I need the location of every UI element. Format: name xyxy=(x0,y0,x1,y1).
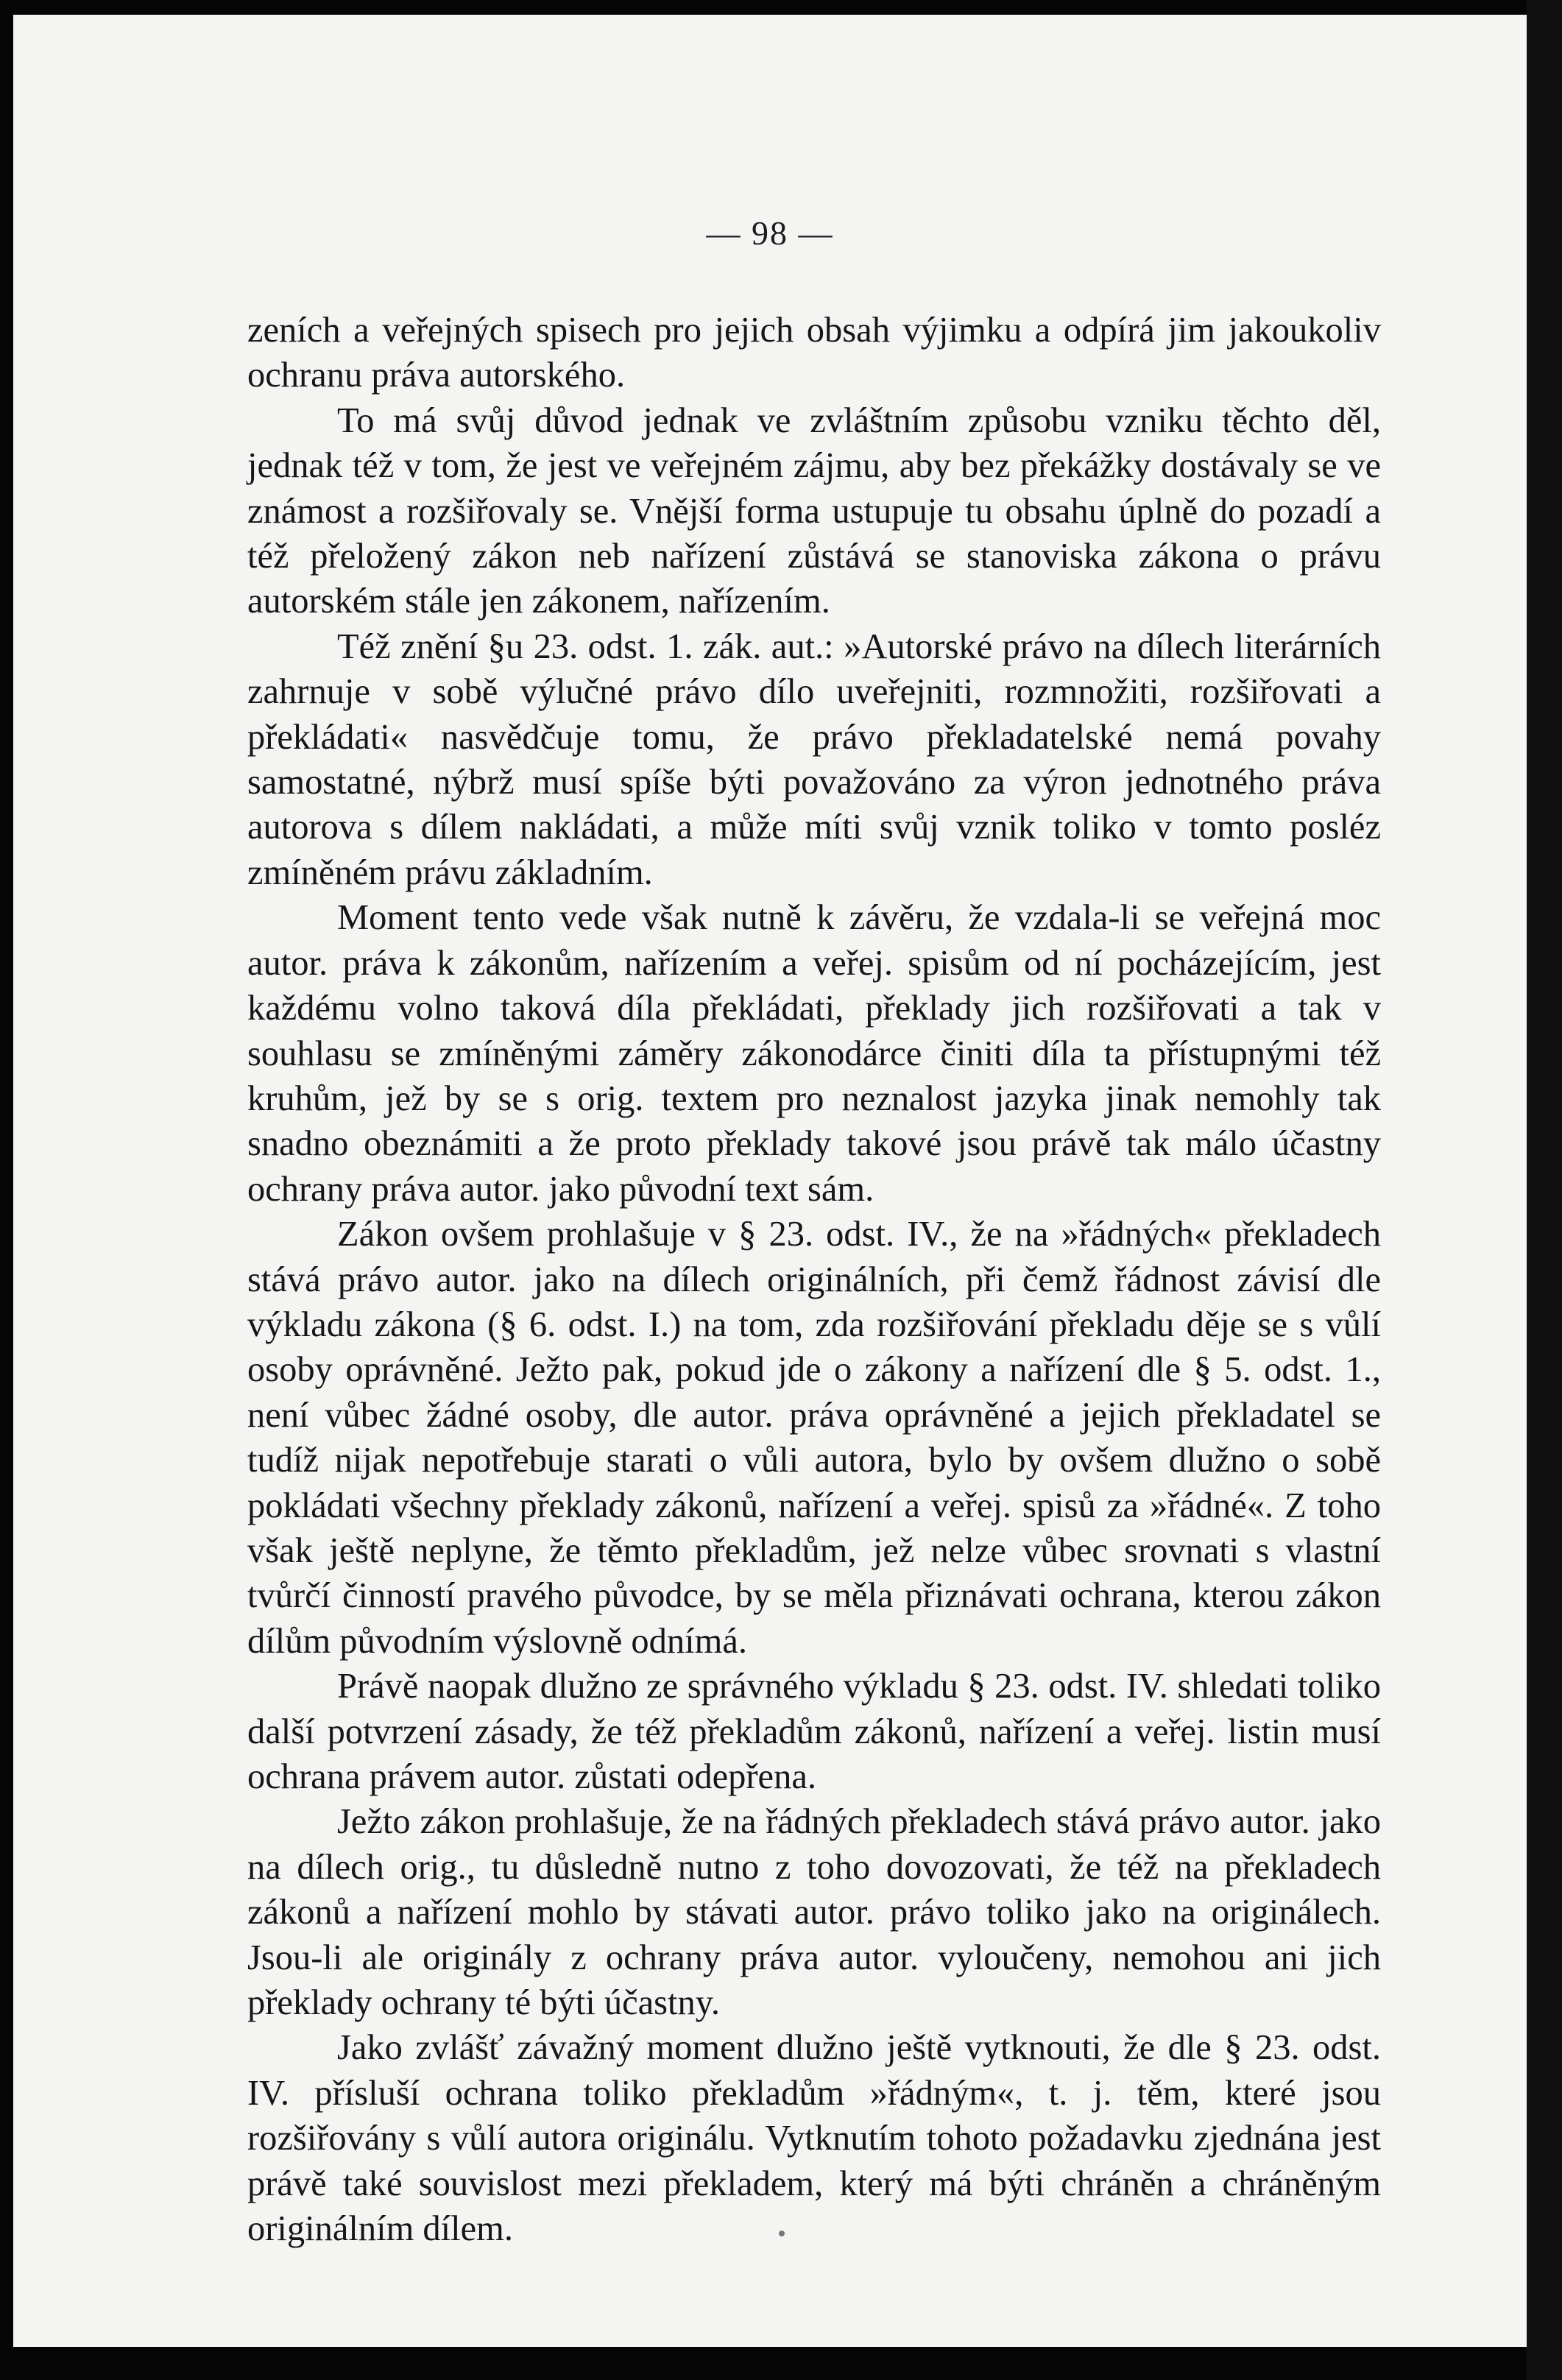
body-text xyxy=(247,308,1381,2251)
paragraph: Právě naopak dlužno ze správného výkladu § 23. odst. IV. shledati toliko další potvrzení zásady, že též překladům zákonů, nařízení a veřej. listin musí ochrana právem autor. zůstati odepřena. xyxy=(247,1667,1381,1796)
paragraph: To má svůj důvod jednak ve zvláštním způsobu vzniku těchto děl, jednak též v tom, že jest ve veřejném zájmu, aby bez překážky dostávaly se ve známost a rozšiřovaly se. Vnější forma ustupuje tu obsahu úplně do pozadí a též přeložený zákon neb nařízení zůstává se stanoviska zákona o právu autorském stále jen zákonem, nařízením. xyxy=(247,400,1381,621)
page-number: — 98 — xyxy=(706,214,834,252)
paragraph: Zákon ovšem prohlašuje v § 23. odst. IV., že na »řádných« překladech stává právo autor. jako na dílech originálních, při čemž řádnost závisí dle výkladu zákona (§ 6. odst. I.) na tom, zda rozšiřování překladu děje se s vůlí osoby oprávněné. Ježto pak, pokud jde o zákony a nařízení dle § 5. odst. 1., není vůbec žádné osoby, dle autor. práva oprávněné a jejich překladatel se tudíž nijak nepotřebuje starati o vůli autora, bylo by ovšem dlužno o sobě pokládati všechny překlady zákonů, nařízení a veřej. spisů za »řádné«. Z toho však ještě neplyne, že těmto překladům, jež nelze vůbec srovnati s vlastní tvůrčí činností pravého původce, by se měla přiznávati ochrana, kterou zákon dílům původním výslovně odnímá. xyxy=(247,1215,1381,1661)
paragraph: zeních a veřejných spisech pro jejich obsah výjimku a odpírá jim jakoukoliv ochranu práva autorského. xyxy=(247,311,1381,395)
paragraph: Jako zvlášť závažný moment dlužno ještě vytknouti, že dle § 23. odst. IV. přísluší ochrana toliko překladům »řádným«, t. j. těm, které jsou rozšiřovány s vůlí autora originálu. Vytknutím tohoto požadavku zjednána jest právě také souvislost mezi překladem, který má býti chráněn a chráněným originálním dílem. xyxy=(247,2028,1381,2249)
book-page xyxy=(13,15,1527,2347)
paragraph: Též znění §u 23. odst. 1. zák. aut.: »Autorské právo na dílech literárních zahrnuje v sobě výlučné právo dílo uveřejniti, rozmnožiti, rozšiřovati a překládati« nasvědčuje tomu, že právo překladatelské nemá povahy samostatné, nýbrž musí spíše býti považováno za výron jednotného práva autorova s dílem nakládati, a může míti svůj vznik toliko v tomto posléz zmíněném právu základním. xyxy=(247,626,1381,892)
paragraph: Moment tento vede však nutně k závěru, že vzdala-li se veřejná moc autor. práva k zákonům, nařízením a veřej. spisům od ní pocházejícím, jest každému volno taková díla překládati, překlady jich rozšiřovati a tak v souhlasu se zmíněnými záměry zákonodárce činiti díla ta přístupnými též kruhům, jež by se s orig. textem pro neznalost jazyka jinak nemohly tak snadno obeznámiti a že proto překlady takové jsou právě tak málo účastny ochrany práva autor. jako původní text sám. xyxy=(247,898,1381,1209)
scan-speck xyxy=(779,2231,785,2236)
scan-border xyxy=(1527,0,1562,2380)
paragraph: Ježto zákon prohlašuje, že na řádných překladech stává právo autor. jako na dílech orig., tu důsledně nutno z toho dovozovati, že též na překladech zákonů a nařízení mohlo by stávati autor. právo toliko jako na originálech. Jsou-li ale originály z ochrany práva autor. vyloučeny, nemohou ani jich překlady ochrany té býti účastny. xyxy=(247,1802,1381,2023)
